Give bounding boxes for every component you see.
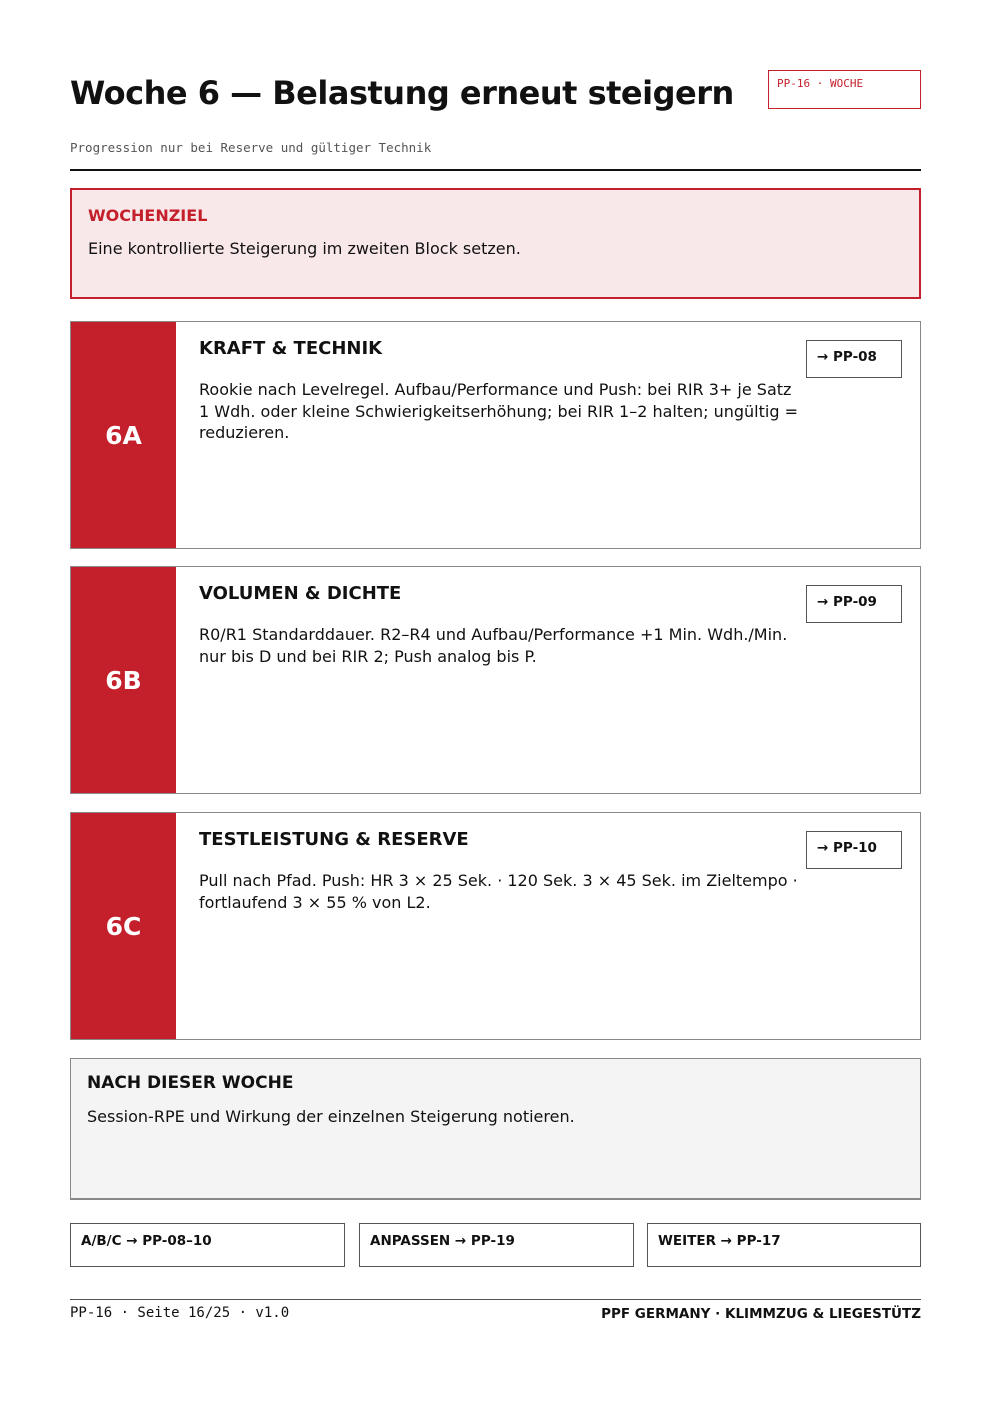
session-heading: VOLUMEN & DICHTE [199, 583, 402, 604]
session-heading: TESTLEISTUNG & RESERVE [199, 829, 469, 850]
link-next[interactable]: WEITER → PP-17 [647, 1223, 921, 1267]
goal-text: Eine kontrollierte Steigerung im zweiten Block setzen. [88, 239, 521, 258]
page-tag: PP-16 · WOCHE [768, 70, 921, 109]
session-text: Pull nach Pfad. Push: HR 3 × 25 Sek. · 120 Sek. 3 × 45 Sek. im Zieltempo · fortlaufend 3 × 55 % von L2. [199, 871, 798, 912]
after-week-text: Session-RPE und Wirkung der einzelnen Steigerung notieren. [87, 1107, 575, 1126]
session-card-6c [70, 812, 921, 1040]
session-number: 6B [71, 567, 176, 793]
link-sessions[interactable]: A/B/C → PP-08–10 [70, 1223, 345, 1267]
footer-divider [70, 1299, 921, 1300]
page-title: Woche 6 — Belastung erneut steigern [70, 74, 734, 112]
link-adjust[interactable]: ANPASSEN → PP-19 [359, 1223, 634, 1267]
session-ref-link[interactable]: → PP-09 [806, 585, 902, 623]
after-week-box [70, 1058, 921, 1200]
session-card-6a [70, 321, 921, 549]
goal-heading: WOCHENZIEL [88, 206, 208, 225]
footer-page-info: PP-16 · Seite 16/25 · v1.0 [70, 1305, 290, 1321]
session-number: 6C [71, 813, 176, 1039]
session-ref-link[interactable]: → PP-08 [806, 340, 902, 378]
session-card-6b [70, 566, 921, 794]
session-ref-link[interactable]: → PP-10 [806, 831, 902, 869]
goal-box [70, 188, 921, 299]
session-heading: KRAFT & TECHNIK [199, 338, 383, 359]
footer-brand: PPF GERMANY · KLIMMZUG & LIEGESTÜTZ [601, 1306, 921, 1322]
header-divider [70, 169, 921, 171]
page-subtitle: Progression nur bei Reserve und gültiger Technik [70, 140, 432, 155]
after-week-heading: NACH DIESER WOCHE [87, 1073, 294, 1093]
session-number: 6A [71, 322, 176, 548]
session-text: R0/R1 Standarddauer. R2–R4 und Aufbau/Performance +1 Min. Wdh./Min. nur bis D und bei RIR 2; Push analog bis P. [199, 625, 788, 666]
session-text: Rookie nach Levelregel. Aufbau/Performance und Push: bei RIR 3+ je Satz 1 Wdh. oder kleine Schwierigkeitserhöhung; bei RIR 1–2 halten; ungültig = reduzieren. [199, 380, 798, 442]
